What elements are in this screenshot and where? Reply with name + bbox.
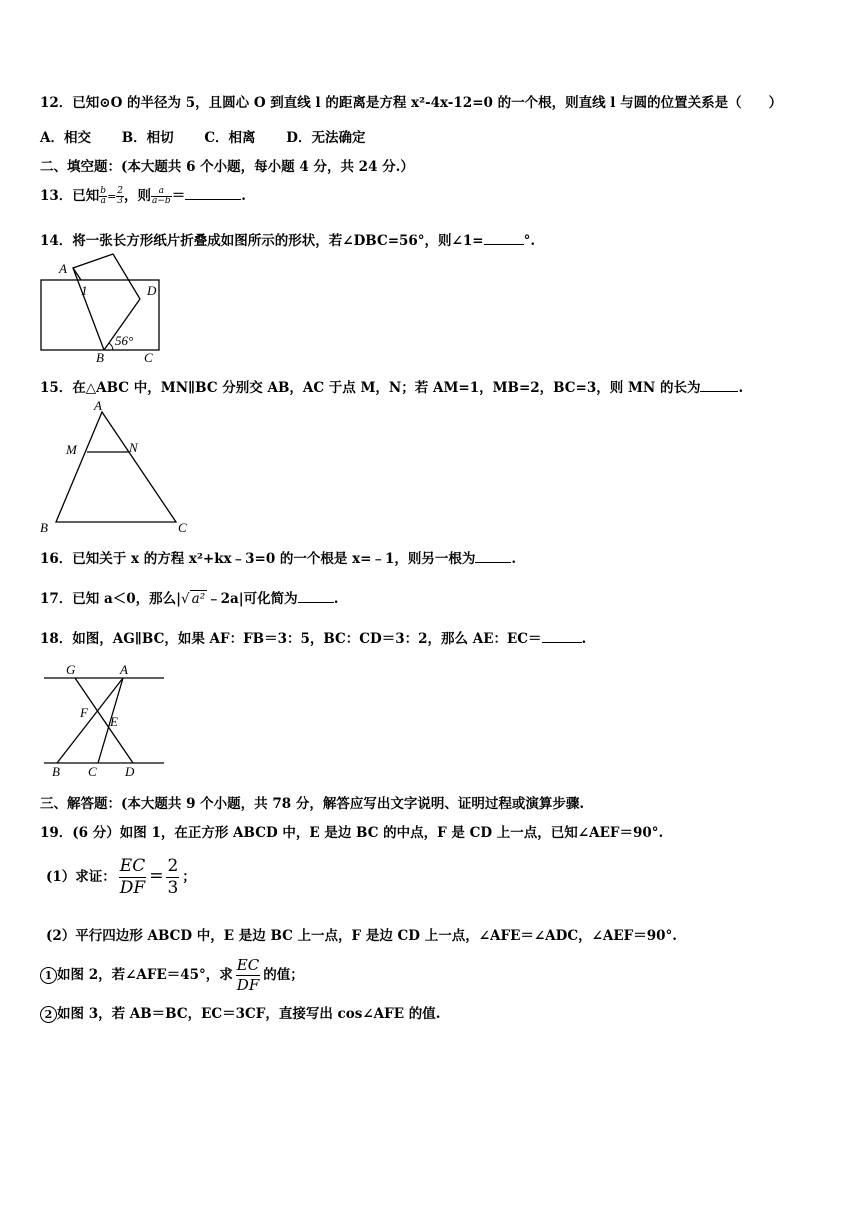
q13-prefix: 13．已知 [40,188,100,204]
q19-text: 19．(6 分）如图 1，在正方形 ABCD 中，E 是边 BC 的中点，F 是 CD 上一点，已知∠AEF＝90°. [40,825,664,841]
frac-numerator: 2 [117,186,124,196]
label-f: F [80,705,88,720]
answer-blank[interactable] [298,590,334,603]
answer-blank[interactable] [542,630,582,643]
q12-option-a: A．相交 [40,130,91,146]
frac-numerator: 2 [167,856,179,876]
label-c: C [144,350,153,364]
label-b: B [52,764,60,779]
label-angle-56: 56° [115,333,134,348]
q19-sub1-frac-ec-over-df [236,958,260,993]
q19-part1-equals: = [149,866,164,886]
q12-option-d: D．无法确定 [286,130,366,146]
q13-mid: ，则 [124,188,152,204]
frac-numerator: b [100,186,107,196]
answer-blank[interactable] [185,187,241,200]
circled-number-2: 2 [40,1006,57,1023]
q15-figure [38,398,194,536]
q13-equals-sign: ＝ [171,188,186,204]
q17-suffix: ﹣2a|可化简为 [207,591,298,607]
q17-radicand: a² [191,591,206,607]
q17-prefix: 17．已知 a＜0，那么| [40,591,182,607]
q16-body: 16．已知关于 x 的方程 x²+kx﹣3=0 的一个根是 x=﹣1，则另一根为 [40,551,476,567]
q19-sub1-prefix: 如图 2，若∠AFE＝45°，求 [57,967,233,983]
q13-equals: = [107,190,117,203]
frac-numerator: EC [119,856,146,876]
label-g: G [66,662,76,677]
q14-figure [38,252,166,364]
q12-option-b: B．相切 [121,130,174,146]
answer-blank[interactable] [475,550,511,563]
q19-frac-ec-over-df [119,858,146,897]
q12-options [40,126,391,146]
answer-blank[interactable] [484,232,524,245]
label-a: A [120,662,128,677]
q19-part1-end: ； [182,869,196,885]
label-c: C [88,764,97,779]
q19-part1-prefix: (1）求证： [46,869,116,885]
q15-text [40,376,743,396]
q12-text: 12．已知⊙O 的半径为 5，且圆心 O 到直线 l 的距离是方程 x²-4x-12=0 的一个根，则直线 l 与圆的位置关系是（ ） [40,95,783,111]
q13-frac-b-over-a [99,187,107,206]
label-d: D [125,764,135,779]
q19-part1 [46,858,196,897]
q16-text [40,547,516,567]
q18-figure [40,660,166,780]
q19-frac-2-over-3 [166,858,179,897]
section3-heading: 三、解答题：(本大题共 9 个小题，共 78 分，解答应写出文字说明、证明过程或演算步骤. [40,796,585,812]
q19-sub2 [40,1002,440,1023]
q15-body: 15．在△ABC 中，MN∥BC 分别交 AB，AC 于点 M，N；若 AM=1，MB=2，BC=3，则 MN 的长为 [40,380,701,396]
q17-end: . [333,591,339,607]
q13-frac-a-over-a-minus-b [151,187,172,206]
frac-denominator: a−b [152,196,171,206]
frac-denominator: 3 [117,196,124,206]
q14-body: 14．将一张长方形纸片折叠成如图所示的形状，若∠DBC=56°，则∠1= [40,233,484,249]
label-m: M [66,442,77,457]
frac-numerator: a [151,187,172,197]
q19-sub2-text: 如图 3，若 AB＝BC，EC＝3CF，直接写出 cos∠AFE 的值. [57,1006,441,1022]
q18-text [40,627,586,647]
label-b: B [96,350,104,364]
frac-denominator: DF [236,976,260,994]
label-b: B [40,520,48,535]
q13-frac-2-over-3 [116,187,124,206]
q13-text [40,184,246,206]
label-n: N [129,440,138,455]
q19-part2: (2）平行四边形 ABCD 中，E 是边 BC 上一点，F 是边 CD 上一点，∠AFE＝∠ADC，∠AEF＝90°. [46,928,677,944]
q16-end: . [511,551,517,567]
frac-denominator: DF [119,878,146,898]
label-e: E [110,714,118,729]
q13-end: . [241,188,246,204]
label-angle-1: 1 [81,283,88,298]
label-a: A [94,398,102,413]
frac-denominator: a [100,196,106,206]
circled-number-1: 1 [40,967,57,984]
frac-numerator: EC [236,956,260,974]
q18-body: 18．如图，AG∥BC，如果 AF：FB＝3：5，BC：CD＝3：2，那么 AE：EC＝ [40,631,542,647]
q14-end: °. [523,233,536,249]
label-d: D [147,283,157,298]
sqrt-sign: √ [181,591,190,607]
q12-option-c: C．相离 [204,130,256,146]
q19-sub1-end: 的值； [263,967,304,983]
label-c: C [178,520,187,535]
section2-heading: 二、填空题：(本大题共 6 个小题，每小题 4 分，共 24 分.） [40,159,414,175]
frac-denominator: 3 [167,878,179,898]
label-a: A [59,261,67,276]
answer-blank[interactable] [700,379,738,392]
q19-sub1 [40,958,304,993]
q15-end: . [738,380,744,396]
q18-end: . [581,631,587,647]
q17-text [40,587,338,607]
q14-text [40,229,535,249]
